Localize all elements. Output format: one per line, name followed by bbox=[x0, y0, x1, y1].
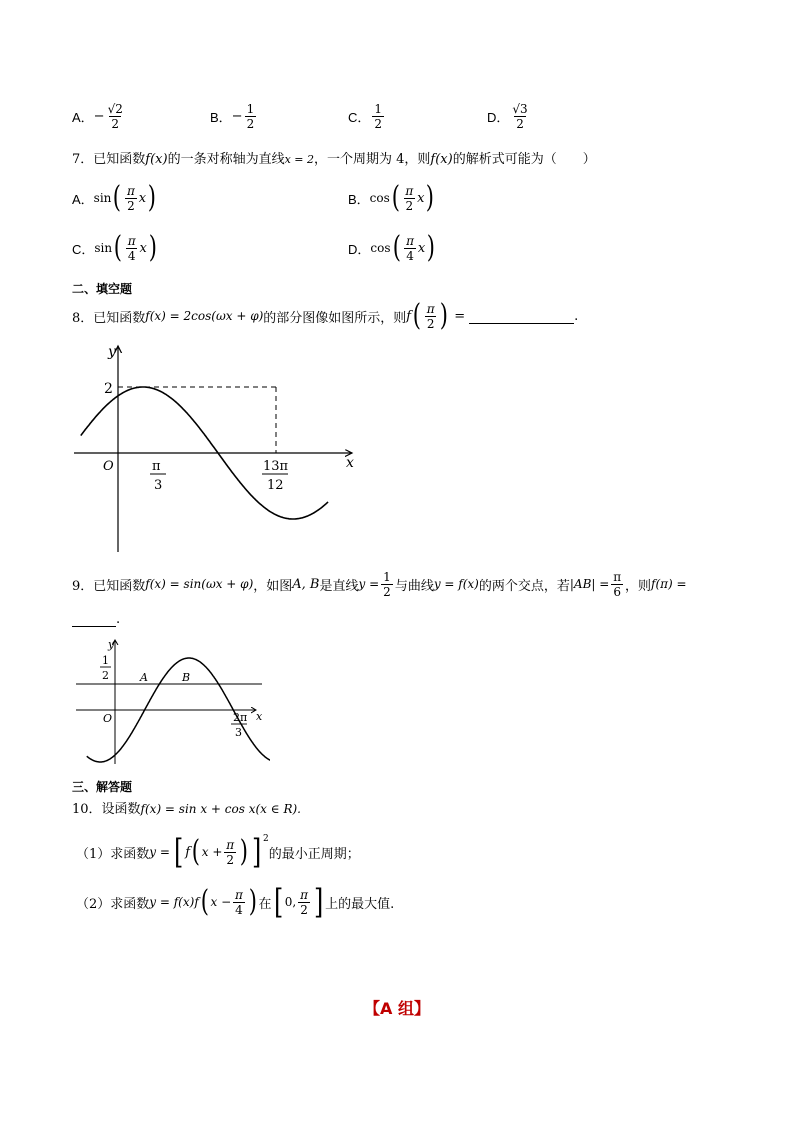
q10-part2: （2）求函数 y = f(x)f ( x − $\frac{\pi}{4}$ ) 在 [ 0, $\frac{\pi}{2}$ ] 上的最大值. bbox=[76, 882, 395, 922]
sine-graph bbox=[70, 636, 270, 768]
q9-stem: 9．已知函数 f(x) = sin(ωx + φ) ，如图 A, B 是直线 y = $\frac{1}{2}$ 与曲线 y = f(x) 的两个交点，若 |AB| = $\frac{\pi}{6}$ ，则 f(π) = bbox=[72, 569, 687, 599]
fraction: $\frac{1}{2}$ bbox=[246, 101, 255, 131]
svg-text:3: 3 bbox=[154, 478, 163, 493]
svg-text:3: 3 bbox=[235, 726, 242, 739]
svg-text:B: B bbox=[182, 671, 191, 684]
svg-text:13π: 13π bbox=[263, 459, 289, 474]
q7-option-d[interactable]: D． cos ( $\frac{\pi}{4}$ x ) bbox=[348, 230, 436, 265]
answer-blank[interactable] bbox=[72, 612, 116, 627]
q7-stem: 7．已知函数f(x)的一条对称轴为直线x = 2，一个周期为 4，则f(x)的解析式可能为（ ） bbox=[72, 152, 596, 167]
option-letter: D． bbox=[487, 109, 510, 125]
svg-text:y: y bbox=[108, 344, 116, 360]
section-heading-fill-in: 二、填空题 bbox=[72, 282, 133, 296]
q6-option-d[interactable] bbox=[487, 96, 531, 136]
svg-text:O: O bbox=[103, 459, 114, 474]
svg-text:2: 2 bbox=[102, 669, 109, 682]
q7-option-b[interactable]: B． cos ( $\frac{\pi}{2}$ x ) bbox=[348, 180, 435, 215]
svg-text:y: y bbox=[108, 638, 115, 651]
q7-option-a[interactable]: A． sin ( $\frac{\pi}{2}$ x ) bbox=[72, 180, 157, 215]
q9-answer: . bbox=[72, 612, 120, 627]
fraction: $\frac{√2}{2}$ bbox=[107, 101, 123, 131]
svg-text:A: A bbox=[140, 671, 148, 684]
cosine-graph bbox=[70, 340, 370, 560]
svg-text:12: 12 bbox=[267, 478, 284, 493]
q6-option-c[interactable] bbox=[348, 96, 386, 136]
option-letter: A． bbox=[72, 109, 94, 125]
svg-text:O: O bbox=[103, 712, 113, 725]
svg-text:1: 1 bbox=[102, 654, 109, 667]
q6-option-a[interactable] bbox=[72, 96, 126, 136]
svg-text:2: 2 bbox=[104, 381, 113, 397]
option-letter: C． bbox=[348, 109, 371, 125]
sign: − bbox=[93, 108, 105, 124]
q8-stem: 8．已知函数 f(x) = 2cos(ωx + φ) 的部分图像如图所示，则 f ( $\frac{\pi}{2}$ ) = . bbox=[72, 298, 579, 333]
option-letter: B． bbox=[210, 109, 232, 125]
svg-text:π: π bbox=[152, 459, 161, 474]
section-heading-answer: 三、解答题 bbox=[72, 780, 133, 794]
svg-text:x: x bbox=[346, 455, 354, 471]
sign: − bbox=[231, 108, 243, 124]
group-title: 【A 组】 bbox=[364, 999, 430, 1018]
fraction: $\frac{1}{2}$ bbox=[374, 101, 383, 131]
fraction: $\frac{√3}{2}$ bbox=[512, 101, 528, 131]
svg-text:x: x bbox=[256, 710, 263, 723]
svg-text:2π: 2π bbox=[233, 711, 248, 724]
answer-blank[interactable] bbox=[469, 309, 574, 324]
q6-option-b[interactable] bbox=[210, 96, 258, 136]
q7-option-c[interactable]: C． sin ( $\frac{\pi}{4}$ x ) bbox=[72, 230, 157, 265]
q10-stem: 10．设函数f(x) = sin x + cos x(x ∈ R). bbox=[72, 802, 301, 817]
q10-part1: （1）求函数 y = [ f ( x + $\frac{\pi}{2}$ ) ] $^2$ 的最小正周期； bbox=[76, 832, 360, 872]
